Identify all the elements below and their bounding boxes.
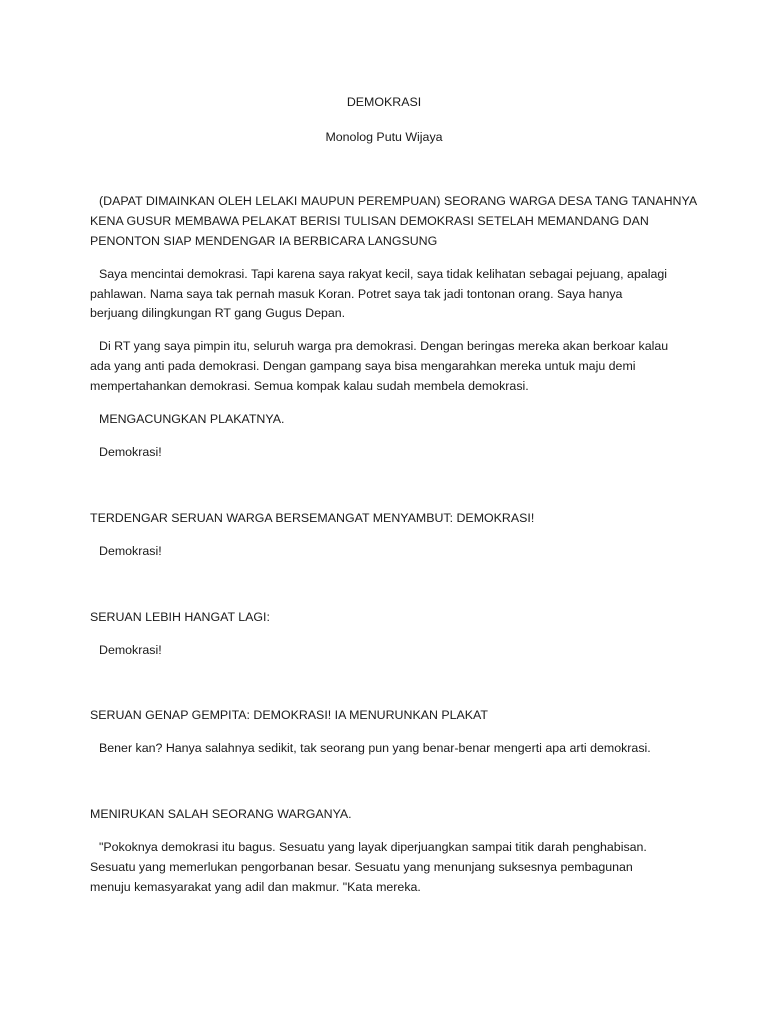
stage-direction-line: MENIRUKAN SALAH SEORANG WARGANYA. <box>90 807 352 821</box>
stage-direction-line: TERDENGAR SERUAN WARGA BERSEMANGAT MENYAMBUT: DEMOKRASI! <box>90 511 535 525</box>
paragraph-line: Saya mencintai demokrasi. Tapi karena saya rakyat kecil, saya tidak kelihatan sebagai pejuang, apalagi <box>99 267 668 281</box>
paragraph-line: Sesuatu yang memerlukan pengorbanan besar. Sesuatu yang menunjang suksesnya pembagunan <box>90 860 633 874</box>
dialogue-line: Bener kan? Hanya salahnya sedikit, tak seorang pun yang benar-benar mengerti apa arti demokrasi. <box>99 741 651 755</box>
paragraph-line: berjuang dilingkungan RT gang Gugus Depan. <box>90 306 346 320</box>
paragraph-line: menuju kemasyarakat yang adil dan makmur. "Kata mereka. <box>90 880 421 894</box>
paragraph-line: "Pokoknya demokrasi itu bagus. Sesuatu yang layak diperjuangkan sampai titik darah penghabisan. <box>99 840 647 854</box>
document-subtitle: Monolog Putu Wijaya <box>325 130 443 144</box>
dialogue-line: Demokrasi! <box>99 544 162 558</box>
stage-direction-line: KENA GUSUR MEMBAWA PELAKAT BERISI TULISAN DEMOKRASI SETELAH MEMANDANG DAN <box>90 214 649 228</box>
dialogue-line: Demokrasi! <box>99 643 162 657</box>
dialogue-line: Demokrasi! <box>99 445 162 459</box>
paragraph-line: pahlawan. Nama saya tak pernah masuk Koran. Potret saya tak jadi tontonan orang. Saya hanya <box>90 287 623 301</box>
stage-direction-line: SERUAN LEBIH HANGAT LAGI: <box>90 610 270 624</box>
stage-direction-line: (DAPAT DIMAINKAN OLEH LELAKI MAUPUN PEREMPUAN) SEORANG WARGA DESA TANG TANAHNYA <box>99 194 698 208</box>
document-title: DEMOKRASI <box>346 95 422 109</box>
paragraph-line: mempertahankan demokrasi. Semua kompak kalau sudah membela demokrasi. <box>90 379 529 393</box>
paragraph-line: ada yang anti pada demokrasi. Dengan gampang saya bisa mengarahkan mereka untuk maju demi <box>90 359 636 373</box>
stage-direction-line: MENGACUNGKAN PLAKATNYA. <box>99 412 285 426</box>
stage-direction-line: SERUAN GENAP GEMPITA: DEMOKRASI! IA MENURUNKAN PLAKAT <box>90 708 488 722</box>
paragraph-line: Di RT yang saya pimpin itu, seluruh warga pra demokrasi. Dengan beringas mereka akan berkoar kalau <box>99 339 669 353</box>
stage-direction-line: PENONTON SIAP MENDENGAR IA BERBICARA LANGSUNG <box>90 234 438 248</box>
